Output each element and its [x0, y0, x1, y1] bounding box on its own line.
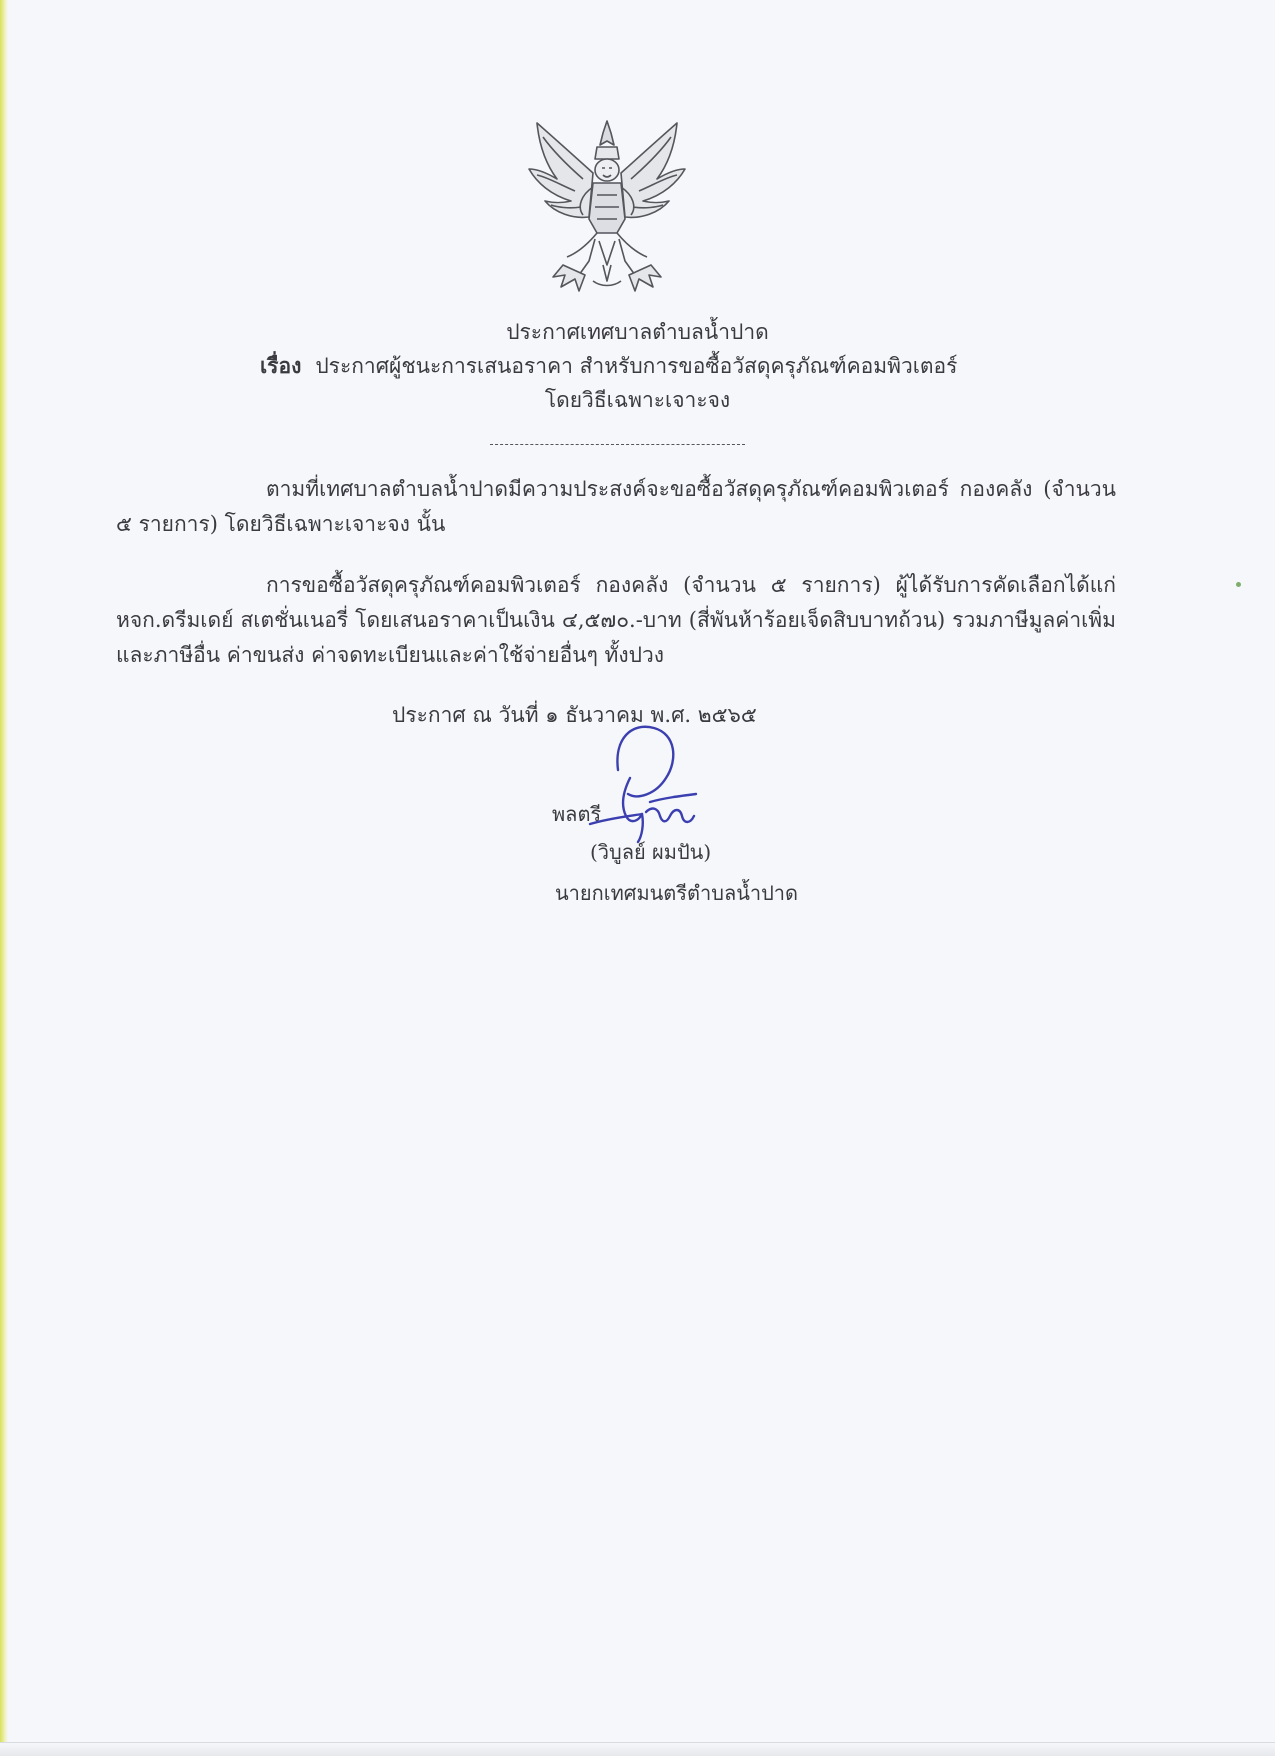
paragraph-intent-text: ตามที่เทศบาลตำบลน้ำปาดมีความประสงค์จะขอซื้อวัสดุครุภัณฑ์คอมพิวเตอร์ กองคลัง (จำนวน ๕ รายการ) โดยวิธีเฉพาะเจาะจง นั้น — [116, 477, 1116, 536]
paragraph-intent — [116, 472, 1116, 542]
signature-image — [580, 720, 725, 845]
signer-title: นายกเทศมนตรีตำบลน้ำปาด — [555, 881, 799, 905]
paragraph-winner-text: การขอซื้อวัสดุครุภัณฑ์คอมพิวเตอร์ กองคลัง (จำนวน ๕ รายการ) ผู้ได้รับการคัดเลือกได้แก่ หจก.ดรีมเดย์ สเตชั่นเนอรี่ โดยเสนอราคาเป็นเงิน ๔,๕๗๐.-บาท (สี่พันห้าร้อยเจ็ดสิบบาทถ้วน) รวมภาษีมูลค่าเพิ่มและภาษีอื่น ค่าขนส่ง ค่าจดทะเบียนและค่าใช้จ่ายอื่นๆ ทั้งปวง — [116, 573, 1116, 667]
heading-divider — [490, 444, 745, 445]
subject-label: เรื่อง — [260, 353, 302, 378]
signer-rank: พลตรี — [552, 802, 602, 826]
procurement-method: โดยวิธีเฉพาะเจาะจง — [544, 388, 731, 412]
paragraph-winner — [116, 568, 1116, 673]
issuer-heading: ประกาศเทศบาลตำบลน้ำปาด — [506, 320, 769, 344]
scan-speck — [1236, 582, 1241, 587]
subject-text: ประกาศผู้ชนะการเสนอราคา สำหรับการขอซื้อวัสดุครุภัณฑ์คอมพิวเตอร์ — [315, 354, 958, 378]
garuda-emblem-icon — [523, 115, 691, 297]
scan-edge-left — [0, 0, 8, 1755]
signer-name: (วิบูลย์ ผมปัน) — [590, 840, 712, 864]
scan-edge-bottom — [0, 1742, 1275, 1756]
subject-line — [260, 351, 957, 381]
announcement-date: ประกาศ ณ วันที่ ๑ ธันวาคม พ.ศ. ๒๕๖๕ — [392, 703, 757, 727]
